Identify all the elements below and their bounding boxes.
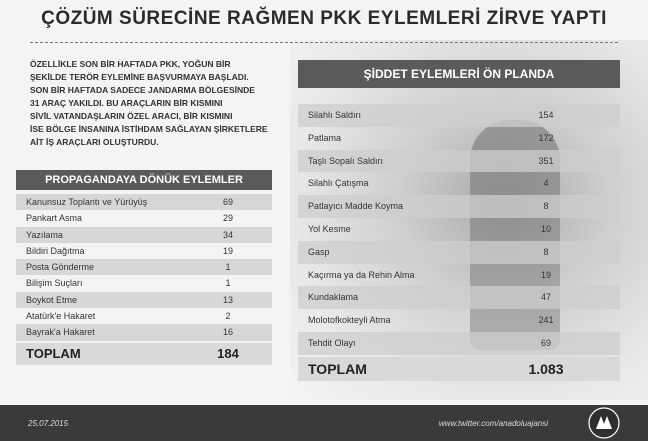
table-row <box>298 332 620 355</box>
row-value: 351 <box>538 155 554 166</box>
row-label: Bayrak'a Hakaret <box>26 327 95 338</box>
row-label: Patlama <box>308 132 342 143</box>
total-label: TOPLAM <box>308 360 367 377</box>
row-label: Boykot Etme <box>26 294 78 305</box>
table-row <box>298 309 620 332</box>
intro-line: SİVİL VATANDAŞLARIN ÖZEL ARACI, BİR KISMINI <box>30 111 233 121</box>
table-row <box>16 243 272 259</box>
title-divider <box>30 42 618 43</box>
row-label: Silahlı Saldırı <box>308 110 362 120</box>
row-label: Gasp <box>308 246 330 257</box>
table-row <box>298 150 620 173</box>
table-row <box>298 195 620 218</box>
row-label: Silahlı Çatışma <box>308 178 369 189</box>
row-value: 10 <box>540 223 551 234</box>
row-label: Tehdit Olayı <box>308 337 356 348</box>
row-label: Bilişim Suçları <box>26 278 83 289</box>
row-value: 241 <box>538 315 554 326</box>
intro-line: AİT İŞ ARAÇLARI OLUŞTURDU. <box>30 137 159 147</box>
table-row <box>16 292 272 308</box>
row-value: 34 <box>222 229 233 240</box>
table-row <box>298 241 620 264</box>
row-label: Taşlı Sopalı Saldırı <box>308 155 384 166</box>
footer-bar <box>0 405 648 441</box>
total-label: TOPLAM <box>26 345 81 361</box>
table-row <box>16 227 272 243</box>
page-title: ÇÖZÜM SÜRECİNE RAĞMEN PKK EYLEMLERİ ZİRVE YAPTI <box>41 8 607 29</box>
anadolu-agency-logo-icon <box>588 407 620 439</box>
propaganda-table <box>16 170 272 365</box>
table-title: PROPAGANDAYA DÖNÜK EYLEMLER <box>16 170 272 190</box>
intro-line: SON BİR HAFTADA SADECE JANDARMA BÖLGESİNDE <box>30 85 255 95</box>
table-row <box>16 259 272 275</box>
row-value: 1 <box>225 278 231 289</box>
intro-line: İSE BÖLGE İNSANINA İSTİHDAM SAĞLAYAN ŞİRKETLERE <box>30 124 268 134</box>
total-value: 184 <box>217 345 239 361</box>
intro-line: ŞEKİLDE TERÖR EYLEMİNE BAŞVURMAYA BAŞLADI. <box>30 72 249 82</box>
footer-date: 25.07.2015 <box>28 419 69 428</box>
row-value: 29 <box>222 213 233 224</box>
row-value: 172 <box>538 132 554 143</box>
row-value: 69 <box>540 337 551 348</box>
row-label: Atatürk'e Hakaret <box>26 311 96 322</box>
table-row <box>16 210 272 226</box>
table-row <box>298 286 620 309</box>
table-row <box>16 194 272 210</box>
table-row <box>298 218 620 241</box>
footer-twitter-link[interactable]: www.twitter.com/anadoluajansi <box>438 419 548 428</box>
intro-text <box>30 58 270 149</box>
row-value: 47 <box>540 292 551 303</box>
row-value: 1 <box>225 262 231 273</box>
table-row <box>16 275 272 291</box>
row-value: 69 <box>222 197 233 207</box>
row-label: Patlayıcı Madde Koyma <box>308 201 404 212</box>
table-total-row <box>16 343 272 365</box>
row-label: Bildiri Dağıtma <box>26 245 85 256</box>
table-row <box>298 104 620 127</box>
table-spacer <box>298 88 620 104</box>
row-value: 4 <box>543 178 549 189</box>
table-title: ŞİDDET EYLEMLERİ ÖN PLANDA <box>298 60 620 88</box>
table-row <box>16 324 272 340</box>
intro-line: ÖZELLİKLE SON BİR HAFTADA PKK, YOĞUN BİR <box>30 59 231 69</box>
row-label: Posta Gönderme <box>26 262 95 273</box>
row-label: Yol Kesme <box>308 223 351 234</box>
table-row <box>298 172 620 195</box>
row-value: 8 <box>543 201 549 212</box>
table-row <box>16 308 272 324</box>
row-value: 19 <box>540 269 551 280</box>
table-total-row <box>298 357 620 381</box>
row-value: 2 <box>225 311 231 322</box>
violence-table <box>298 60 620 381</box>
table-row <box>298 264 620 287</box>
row-label: Kanunsuz Toplantı ve Yürüyüş <box>26 197 148 207</box>
row-value: 16 <box>222 327 233 338</box>
row-label: Yazılama <box>26 229 63 240</box>
row-label: Molotofkokteyli Atma <box>308 315 391 326</box>
row-label: Pankart Asma <box>26 213 83 224</box>
total-value: 1.083 <box>528 360 564 377</box>
table-row <box>298 127 620 150</box>
row-value: 8 <box>543 246 549 257</box>
row-label: Kaçırma ya da Rehin Alma <box>308 269 415 280</box>
row-label: Kundaklama <box>308 292 359 303</box>
intro-line: 31 ARAÇ YAKILDI. BU ARAÇLARIN BİR KISMINI <box>30 98 223 108</box>
row-value: 13 <box>222 294 233 305</box>
row-value: 19 <box>222 245 233 256</box>
row-value: 154 <box>538 110 554 120</box>
